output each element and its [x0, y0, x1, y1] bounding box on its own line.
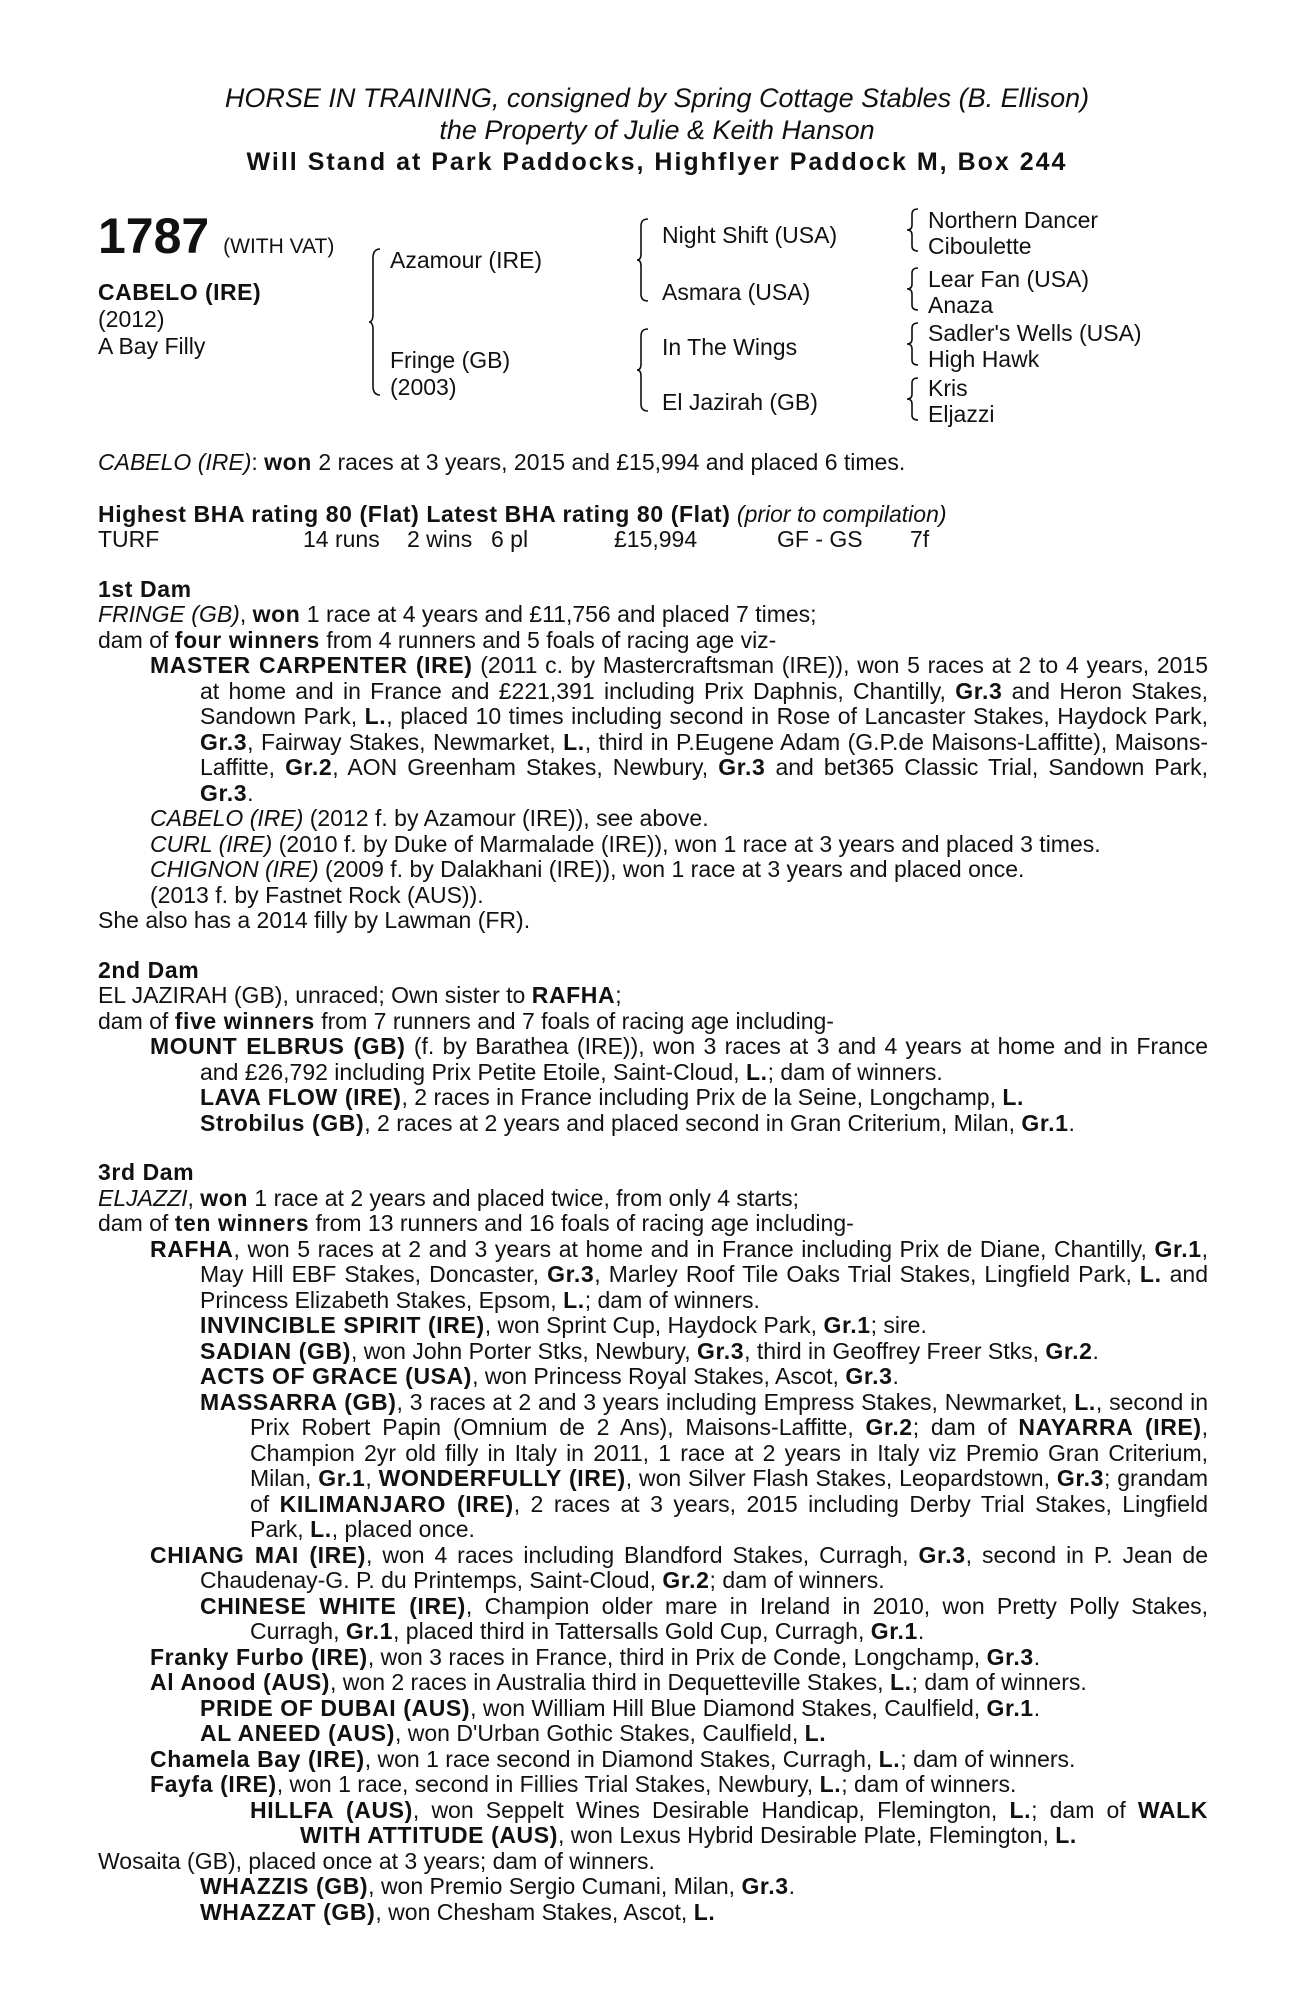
pedigree-g4b: Eljazzi — [928, 401, 995, 427]
dam2-line2: dam of five winners from 7 runners and 7 foals of racing age including- — [98, 1007, 834, 1034]
pedigree-g1a: Northern Dancer — [928, 207, 1099, 233]
pedigree-g2b: Anaza — [928, 292, 994, 318]
dam2-line1: EL JAZIRAH (GB), unraced; Own sister to RAFHA; — [98, 982, 622, 1008]
brace-dam — [636, 328, 650, 412]
produce-pride-of-dubai: PRIDE OF DUBAI (AUS), won William Hill Blue Diamond Stakes, Caulfield, Gr.1. — [200, 1694, 1041, 1721]
produce-wosaita: Wosaita (GB), placed once at 3 years; dam of winners. — [98, 1847, 655, 1874]
pedigree-sire: Azamour (IRE) — [390, 247, 543, 273]
dam3-line2: dam of ten winners from 13 runners and 16 foals of racing age including- — [98, 1210, 854, 1236]
produce-fayfa: Fayfa (IRE), won 1 race, second in Fillies Trial Stakes, Newbury, L.; dam of winners. — [150, 1771, 1017, 1797]
dam1-line2: dam of four winners from 4 runners and 5 foals of racing age viz- — [98, 626, 777, 653]
produce-chignon: CHIGNON (IRE) (2009 f. by Dalakhani (IRE)), won 1 race at 3 years and placed once. — [150, 856, 1025, 882]
pedigree-g3a: Sadler's Wells (USA) — [928, 320, 1142, 346]
brace-g4 — [906, 377, 920, 421]
brace-sire — [636, 218, 650, 302]
produce-acts-of-grace: ACTS OF GRACE (USA), won Princess Royal Stakes, Ascot, Gr.3. — [200, 1363, 899, 1389]
horse-year: (2012) — [98, 306, 165, 332]
dam1-title: 1st Dam — [98, 575, 192, 602]
pedigree-dam-year: (2003) — [390, 374, 457, 400]
lot-number-value: 1787 — [98, 208, 210, 264]
header-line-3: Will Stand at Park Paddocks, Highflyer Paddock M, Box 244 — [246, 148, 1068, 176]
pedigree-sire-sire: Night Shift (USA) — [662, 222, 838, 248]
brace-g3 — [906, 322, 920, 366]
pedigree-g1b: Ciboulette — [928, 233, 1032, 259]
produce-al-anood: Al Anood (AUS), won 2 races in Australia third in Dequetteville Stakes, L.; dam of winners. — [150, 1669, 1087, 1695]
pedigree-dam-sire: In The Wings — [662, 334, 798, 360]
brace-g1 — [906, 208, 920, 252]
produce-invincible-spirit: INVINCIBLE SPIRIT (IRE), won Sprint Cup, Haydock Park, Gr.1; sire. — [200, 1312, 927, 1338]
dam1-line1: FRINGE (GB), won 1 race at 4 years and £11,756 and placed 7 times; — [98, 601, 817, 627]
produce-mount-elbrus: MOUNT ELBRUS (GB) (f. by Barathea (IRE)), won 3 races at 3 and 4 years at home and in France and £26,792 including Prix Petite Etoile, Saint-Cloud, L.; dam of winners. — [150, 1033, 1208, 1085]
produce-rafha: RAFHA, won 5 races at 2 and 3 years at home and in France including Prix de Diane, Chantilly, Gr.1, May Hill EBF Stakes, Doncaster, Gr.3, Marley Roof Tile Oaks Trial Stakes, Lingfield Park, L. and Princess Elizabeth Stakes, Epsom, L.; dam of winners. — [150, 1235, 1209, 1313]
produce-master-carpenter: MASTER CARPENTER (IRE) (2011 c. by Mastercraftsman (IRE)), won 5 races at 2 to 4 years, 2015 at home and in France and £221,391 including Prix Daphnis, Chantilly, Gr.3 and Heron Stakes, Sandown Park, L., placed 10 times including second in Rose of Lancaster Stakes, Haydock Park, Gr.3, Fairway Stakes, Newmarket, L., third in P.Eugene Adam (G.P.de Maisons-Laffitte), Maisons-Laffitte, Gr.2, AON Greenham Stakes, Newbury, Gr.3 and bet365 Classic Trial, Sandown Park, Gr.3. — [150, 652, 1208, 806]
header-line-2: the Property of Julie & Keith Hanson — [439, 115, 875, 145]
race-record-row: TURF 14 runs 2 wins 6 pl £15,994 GF - GS 7f — [98, 526, 930, 552]
produce-whazzat: WHAZZAT (GB), won Chesham Stakes, Ascot, L. — [200, 1898, 716, 1925]
catalogue-body — [98, 450, 1208, 1925]
lot-vat: (WITH VAT) — [223, 235, 335, 258]
pedigree-g2a: Lear Fan (USA) — [928, 266, 1090, 292]
produce-cabelo: CABELO (IRE) (2012 f. by Azamour (IRE)), see above. — [150, 805, 709, 831]
produce-chamela-bay: Chamela Bay (IRE), won 1 race second in Diamond Stakes, Curragh, L.; dam of winners. — [150, 1745, 1076, 1772]
produce-2013: (2013 f. by Fastnet Rock (AUS)). — [150, 881, 484, 908]
produce-strobilus: Strobilus (GB), 2 races at 2 years and placed second in Gran Criterium, Milan, Gr.1. — [200, 1109, 1075, 1136]
produce-massarra: MASSARRA (GB), 3 races at 2 and 3 years including Empress Stakes, Newmarket, L., second in Prix Robert Papin (Omnium de 2 Ans), Maisons-Laffitte, Gr.2; dam of NAYARRA (IRE), Champion 2yr old filly in Italy in 2011, 1 race at 2 years in Italy viz Premio Gran Criterium, Milan, Gr.1, WONDERFULLY (IRE), won Silver Flash Stakes, Leopardstown, Gr.3; grandam of KILIMANJARO (IRE), 2 races at 3 years, 2015 including Derby Trial Stakes, Lingfield Park, L., placed once. — [200, 1388, 1209, 1542]
pedigree-dam: Fringe (GB) — [390, 347, 511, 373]
horse-name: CABELO (IRE) — [98, 279, 262, 305]
produce-curl: CURL (IRE) (2010 f. by Duke of Marmalade (IRE)), won 1 race at 3 years and placed 3 times. — [150, 830, 1101, 857]
rating-line: Highest BHA rating 80 (Flat) Latest BHA rating 80 (Flat) (prior to compilation) — [98, 500, 947, 527]
pedigree-dam-dam: El Jazirah (GB) — [662, 389, 818, 415]
dam3-title: 3rd Dam — [98, 1159, 195, 1185]
header-line-1: HORSE IN TRAINING, consigned by Spring Cottage Stables (B. Ellison) — [224, 83, 1090, 113]
produce-hillfa: HILLFA (AUS), won Seppelt Wines Desirable Handicap, Flemington, L.; dam of WALK WITH ATTITUDE (AUS), won Lexus Hybrid Desirable Plate, Flemington, L. — [250, 1796, 1208, 1848]
pedigree-sire-dam: Asmara (USA) — [662, 279, 811, 305]
produce-sadian: SADIAN (GB), won John Porter Stks, Newbury, Gr.3, third in Geoffrey Freer Stks, Gr.2. — [200, 1337, 1099, 1364]
pedigree-g4a: Kris — [928, 375, 968, 401]
produce-lava-flow: LAVA FLOW (IRE), 2 races in France including Prix de la Seine, Longchamp, L. — [200, 1084, 1025, 1110]
produce-whazzis: WHAZZIS (GB), won Premio Sergio Cumani, Milan, Gr.3. — [200, 1873, 795, 1899]
dam2-title: 2nd Dam — [98, 956, 200, 983]
produce-al-aneed: AL ANEED (AUS), won D'Urban Gothic Stakes, Caulfield, L. — [200, 1720, 827, 1746]
horse-description: A Bay Filly — [98, 333, 206, 359]
dam3-line1: ELJAZZI, won 1 race at 2 years and placed twice, from only 4 starts; — [98, 1184, 800, 1211]
produce-franky-furbo: Franky Furbo (IRE), won 3 races in France, third in Prix de Conde, Longchamp, Gr.3. — [150, 1643, 1041, 1670]
produce-chinese-white: CHINESE WHITE (IRE), Champion older mare in Ireland in 2010, won Pretty Polly Stakes, Curragh, Gr.1, placed third in Tattersalls Gold Cup, Curragh, Gr.1. — [200, 1592, 1208, 1644]
summary-line: CABELO (IRE): won 2 races at 3 years, 2015 and £15,994 and placed 6 times. — [98, 449, 906, 475]
brace-gen1 — [368, 248, 382, 396]
brace-g2 — [906, 267, 920, 311]
produce-2014: She also has a 2014 filly by Lawman (FR). — [98, 907, 531, 933]
produce-chiang-mai: CHIANG MAI (IRE), won 4 races including Blandford Stakes, Curragh, Gr.3, second in P. Jean de Chaudenay-G. P. du Printemps, Saint-Cloud, Gr.2; dam of winners. — [150, 1541, 1208, 1593]
lot-number — [98, 208, 334, 275]
pedigree-g3b: High Hawk — [928, 346, 1040, 372]
